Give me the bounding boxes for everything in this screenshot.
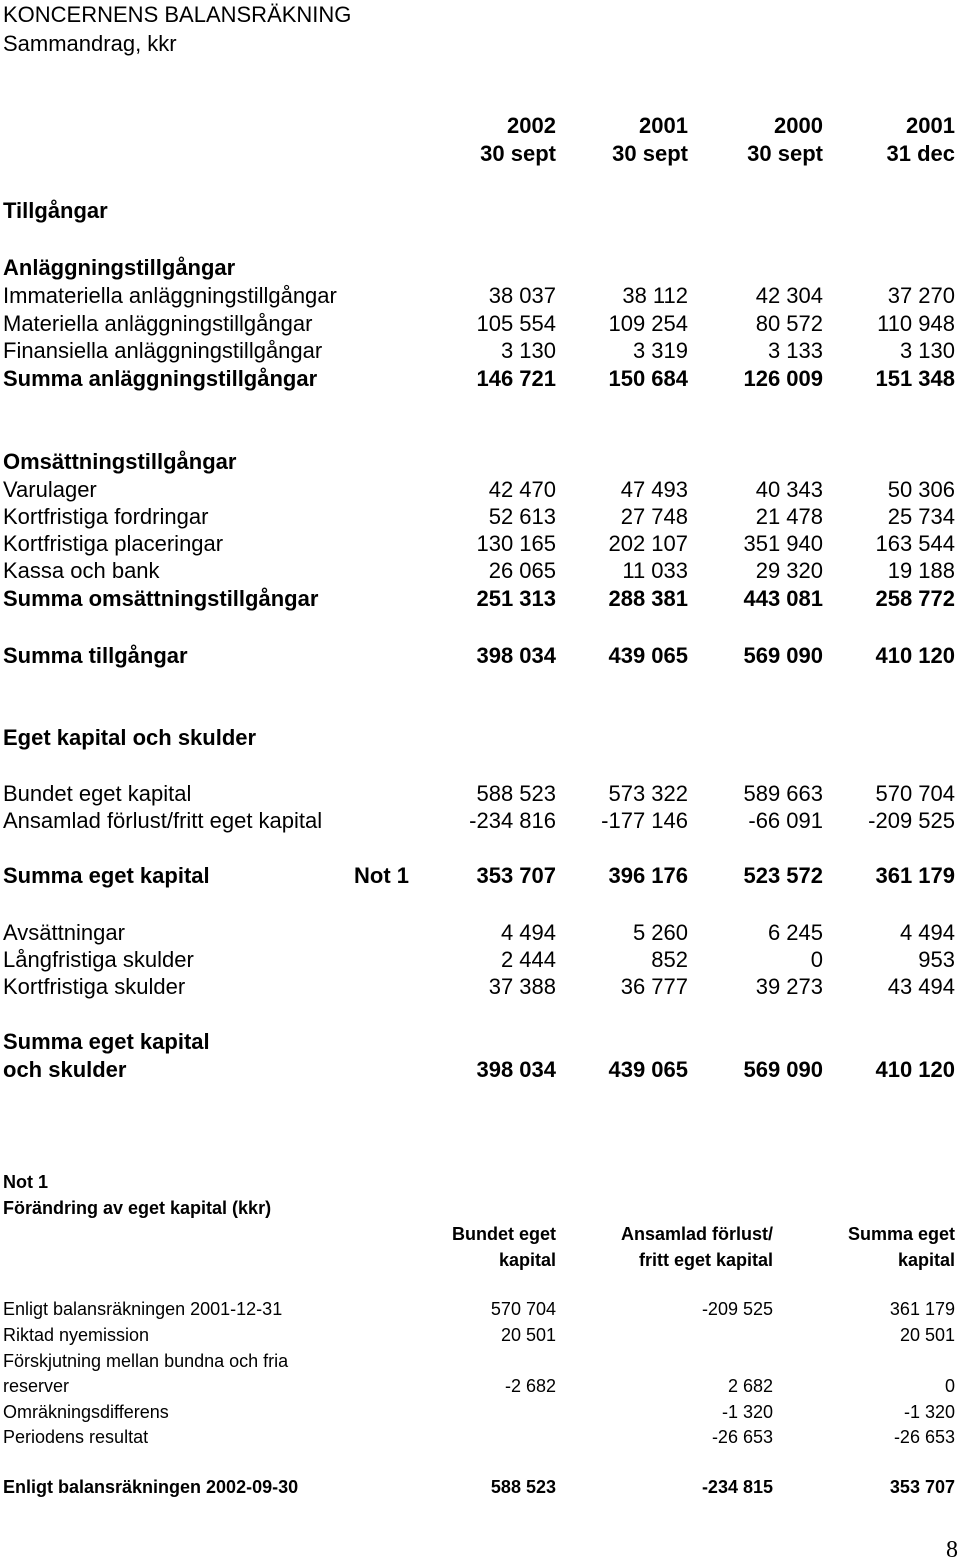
note1-column-header: kapital <box>897 1250 955 1270</box>
note1-column-header: Ansamlad förlust/ <box>620 1224 773 1244</box>
fixed-assets-total-value: 151 348 <box>875 366 955 391</box>
document-title: KONCERNENS BALANSRÄKNING <box>3 2 352 27</box>
equity-total-value: 523 572 <box>743 863 823 888</box>
note1-row-value: 0 <box>944 1376 955 1396</box>
grand-total-value: 439 065 <box>608 1057 688 1082</box>
equity-row-value: 570 704 <box>875 781 955 806</box>
current-asset-row-value: 52 613 <box>488 504 556 529</box>
equity-row-label: Ansamlad förlust/fritt eget kapital <box>3 808 323 833</box>
liability-row-value: 6 245 <box>767 920 823 945</box>
note1-row-label: Periodens resultat <box>3 1427 149 1447</box>
grand-total-value: 569 090 <box>743 1057 823 1082</box>
liability-row-label: Avsättningar <box>3 920 125 945</box>
column-year: 2002 <box>507 113 556 138</box>
note1-row-label: Enligt balansräkningen 2001-12-31 <box>3 1299 283 1319</box>
note1-total-value: 353 707 <box>889 1477 955 1497</box>
fixed-asset-row-value: 105 554 <box>476 311 556 336</box>
note1-total-value: -234 815 <box>701 1477 773 1497</box>
fixed-asset-row-value: 38 037 <box>488 283 556 308</box>
section-heading-fixed-assets: Anläggningstillgångar <box>3 255 236 280</box>
section-heading-equity-liabilities: Eget kapital och skulder <box>3 725 257 750</box>
note1-row-value: 20 501 <box>500 1325 556 1345</box>
equity-total-value: 353 707 <box>476 863 556 888</box>
fixed-assets-total-value: 150 684 <box>608 366 688 391</box>
equity-row-value: -209 525 <box>868 808 955 833</box>
note1-title: Not 1 <box>3 1172 48 1192</box>
fixed-asset-row-label: Immateriella anläggningstillgångar <box>3 283 337 308</box>
current-asset-row-value: 163 544 <box>875 531 955 556</box>
column-date: 31 dec <box>886 141 955 166</box>
current-asset-row-value: 11 033 <box>622 558 688 583</box>
fixed-asset-row-value: 3 319 <box>632 338 688 363</box>
grand-total-label-line2: och skulder <box>3 1057 127 1082</box>
column-year: 2001 <box>906 113 955 138</box>
fixed-asset-row-value: 3 130 <box>500 338 556 363</box>
column-year: 2000 <box>774 113 823 138</box>
assets-total-label: Summa tillgångar <box>3 643 188 668</box>
column-date: 30 sept <box>612 141 688 166</box>
assets-total-value: 569 090 <box>743 643 823 668</box>
current-assets-total-value: 443 081 <box>743 586 823 611</box>
current-asset-row-value: 50 306 <box>887 477 955 502</box>
note1-total-label: Enligt balansräkningen 2002-09-30 <box>3 1477 299 1497</box>
liability-row-value: 39 273 <box>755 974 823 999</box>
assets-total-value: 439 065 <box>608 643 688 668</box>
current-asset-row-value: 42 470 <box>488 477 556 502</box>
fixed-asset-row-value: 110 948 <box>877 311 955 336</box>
note1-column-header: Summa eget <box>847 1224 955 1244</box>
current-asset-row-value: 27 748 <box>620 504 688 529</box>
column-year: 2001 <box>639 113 688 138</box>
equity-total-note: Not 1 <box>354 863 409 888</box>
current-asset-row-value: 40 343 <box>755 477 823 502</box>
grand-total-value: 398 034 <box>476 1057 556 1082</box>
equity-row-value: -66 091 <box>748 808 823 833</box>
current-asset-row-label: Kassa och bank <box>3 558 160 583</box>
note1-column-header: kapital <box>498 1250 556 1270</box>
current-asset-row-value: 26 065 <box>488 558 556 583</box>
current-asset-row-value: 202 107 <box>608 531 688 556</box>
current-assets-total-value: 288 381 <box>608 586 688 611</box>
equity-row-value: 573 322 <box>608 781 688 806</box>
equity-row-value: -234 816 <box>469 808 556 833</box>
note1-row-value: -26 653 <box>711 1427 773 1447</box>
assets-total-value: 410 120 <box>875 643 955 668</box>
fixed-asset-row-label: Materiella anläggningstillgångar <box>3 311 313 336</box>
note1-row-value: 2 682 <box>727 1376 773 1396</box>
note1-column-header: Bundet eget <box>451 1224 556 1244</box>
column-date: 30 sept <box>747 141 823 166</box>
equity-total-label: Summa eget kapital <box>3 863 210 888</box>
liability-row-value: 5 260 <box>632 920 688 945</box>
current-asset-row-value: 25 734 <box>887 504 955 529</box>
liability-row-value: 0 <box>810 947 823 972</box>
section-heading-current-assets: Omsättningstillgångar <box>3 449 237 474</box>
note1-row-value: 20 501 <box>899 1325 955 1345</box>
note1-row-label: Riktad nyemission <box>3 1325 150 1345</box>
fixed-assets-total-label: Summa anläggningstillgångar <box>3 366 318 391</box>
note1-row-value: -1 320 <box>721 1402 773 1422</box>
current-asset-row-value: 21 478 <box>755 504 823 529</box>
fixed-asset-row-value: 37 270 <box>887 283 955 308</box>
note1-subtitle: Förändring av eget kapital (kkr) <box>3 1198 272 1218</box>
fixed-assets-total-value: 126 009 <box>743 366 823 391</box>
liability-row-value: 4 494 <box>899 920 955 945</box>
liability-row-value: 43 494 <box>887 974 955 999</box>
liability-row-value: 36 777 <box>620 974 688 999</box>
current-asset-row-label: Kortfristiga fordringar <box>3 504 209 529</box>
liability-row-label: Långfristiga skulder <box>3 947 194 972</box>
fixed-asset-row-value: 80 572 <box>755 311 823 336</box>
current-asset-row-value: 351 940 <box>743 531 823 556</box>
equity-total-value: 396 176 <box>608 863 688 888</box>
liability-row-value: 4 494 <box>500 920 556 945</box>
fixed-asset-row-value: 3 130 <box>899 338 955 363</box>
equity-row-value: 589 663 <box>743 781 823 806</box>
fixed-assets-total-value: 146 721 <box>476 366 556 391</box>
note1-row-label: Omräkningsdifferens <box>3 1402 169 1422</box>
current-assets-total-value: 258 772 <box>875 586 955 611</box>
current-asset-row-value: 130 165 <box>476 531 556 556</box>
fixed-asset-row-value: 109 254 <box>608 311 688 336</box>
fixed-asset-row-value: 42 304 <box>755 283 823 308</box>
note1-row-value: 361 179 <box>889 1299 955 1319</box>
current-asset-row-value: 29 320 <box>755 558 823 583</box>
fixed-asset-row-label: Finansiella anläggningstillgångar <box>3 338 323 363</box>
equity-row-value: -177 146 <box>601 808 688 833</box>
assets-total-value: 398 034 <box>476 643 556 668</box>
equity-total-value: 361 179 <box>875 863 955 888</box>
fixed-asset-row-value: 38 112 <box>622 283 688 308</box>
liability-row-value: 953 <box>918 947 955 972</box>
column-date: 30 sept <box>480 141 556 166</box>
current-assets-total-label: Summa omsättningstillgångar <box>3 586 319 611</box>
current-asset-row-value: 47 493 <box>620 477 688 502</box>
note1-column-header: fritt eget kapital <box>638 1250 773 1270</box>
current-asset-row-value: 19 188 <box>887 558 955 583</box>
equity-row-value: 588 523 <box>476 781 556 806</box>
current-asset-row-label: Kortfristiga placeringar <box>3 531 224 556</box>
equity-row-label: Bundet eget kapital <box>3 781 192 806</box>
note1-row-value: -209 525 <box>701 1299 773 1319</box>
note1-row-label: Förskjutning mellan bundna och fria <box>3 1351 289 1371</box>
current-assets-total-value: 251 313 <box>476 586 556 611</box>
liability-row-value: 2 444 <box>500 947 556 972</box>
section-heading-assets: Tillgångar <box>3 198 108 223</box>
document-subtitle: Sammandrag, kkr <box>3 31 177 56</box>
liability-row-label: Kortfristiga skulder <box>3 974 186 999</box>
grand-total-value: 410 120 <box>875 1057 955 1082</box>
current-asset-row-label: Varulager <box>3 477 97 502</box>
note1-row-value: -2 682 <box>504 1376 556 1396</box>
note1-row-value: -26 653 <box>893 1427 955 1447</box>
fixed-asset-row-value: 3 133 <box>767 338 823 363</box>
note1-row-value: 570 704 <box>490 1299 556 1319</box>
grand-total-label-line1: Summa eget kapital <box>3 1029 210 1054</box>
note1-row-label: reserver <box>3 1376 70 1396</box>
page-number: 8 <box>946 1537 958 1563</box>
note1-row-value: -1 320 <box>903 1402 955 1422</box>
liability-row-value: 852 <box>651 947 688 972</box>
liability-row-value: 37 388 <box>488 974 556 999</box>
note1-total-value: 588 523 <box>490 1477 556 1497</box>
